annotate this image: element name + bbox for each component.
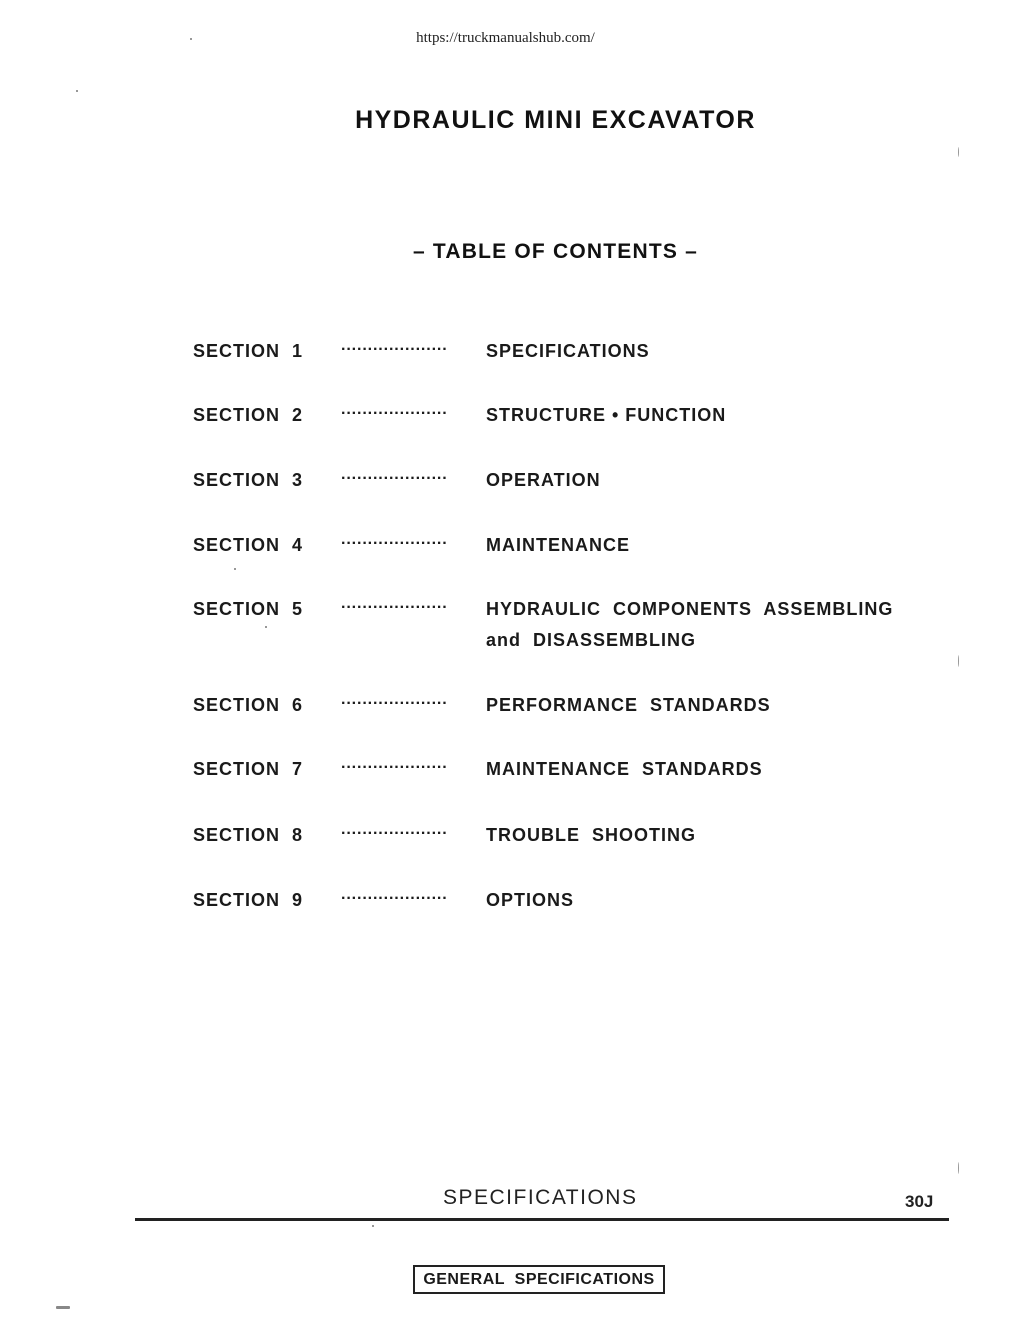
toc-entry [193,759,933,819]
scan-speck [958,147,959,157]
toc-section-number: SECTION 9 [193,890,304,910]
toc-section-number: SECTION 8 [193,825,304,845]
toc-entry [193,470,933,530]
toc-section-title: MAINTENANCE [486,535,630,555]
general-specifications-box: GENERAL SPECIFICATIONS [413,1265,665,1294]
toc-section-number: SECTION 3 [193,470,304,490]
source-url: https://truckmanualshub.com/ [416,30,595,46]
toc-section-number: SECTION 6 [193,695,304,715]
toc-section-number: SECTION 5 [193,599,304,619]
toc-section-number: SECTION 1 [193,341,304,361]
toc-leader-dots: ···················· [341,405,448,422]
toc-entry [193,535,933,595]
table-of-contents-heading: – TABLE OF CONTENTS – [413,240,698,263]
toc-section-number: SECTION 2 [193,405,304,425]
scan-speck [958,1162,959,1174]
toc-section-title: TROUBLE SHOOTING [486,825,696,845]
toc-leader-dots: ···················· [341,341,448,358]
scan-speck [234,568,236,570]
toc-entry [193,341,933,401]
toc-section-title: MAINTENANCE STANDARDS [486,759,763,779]
toc-entry [193,825,933,885]
scan-speck [958,655,959,667]
footer-rule [135,1218,949,1221]
toc-section-title: OPERATION [486,470,601,490]
scan-speck [76,90,78,92]
scan-speck [265,626,267,628]
footer-model-code: 30J [905,1192,934,1211]
toc-entry [193,695,933,755]
footer-section-label: SPECIFICATIONS [443,1186,638,1209]
toc-entry [193,405,933,465]
scan-speck [190,38,192,40]
toc-leader-dots: ···················· [341,599,448,616]
toc-section-title: HYDRAULIC COMPONENTS ASSEMBLING and DISASSEMBLING [486,599,900,650]
document-title: HYDRAULIC MINI EXCAVATOR [355,106,756,134]
toc-leader-dots: ···················· [341,695,448,712]
toc-leader-dots: ···················· [341,535,448,552]
toc-leader-dots: ···················· [341,759,448,776]
scan-speck [56,1306,70,1309]
scan-speck [372,1225,374,1227]
toc-entry [193,890,933,950]
toc-leader-dots: ···················· [341,890,448,907]
toc-entry [193,599,933,669]
toc-section-title: SPECIFICATIONS [486,341,650,361]
toc-section-number: SECTION 4 [193,535,304,555]
toc-section-title: OPTIONS [486,890,575,910]
toc-section-title: STRUCTURE • FUNCTION [486,405,727,425]
toc-leader-dots: ···················· [341,825,448,842]
toc-leader-dots: ···················· [341,470,448,487]
toc-section-number: SECTION 7 [193,759,304,779]
toc-section-title: PERFORMANCE STANDARDS [486,695,771,715]
